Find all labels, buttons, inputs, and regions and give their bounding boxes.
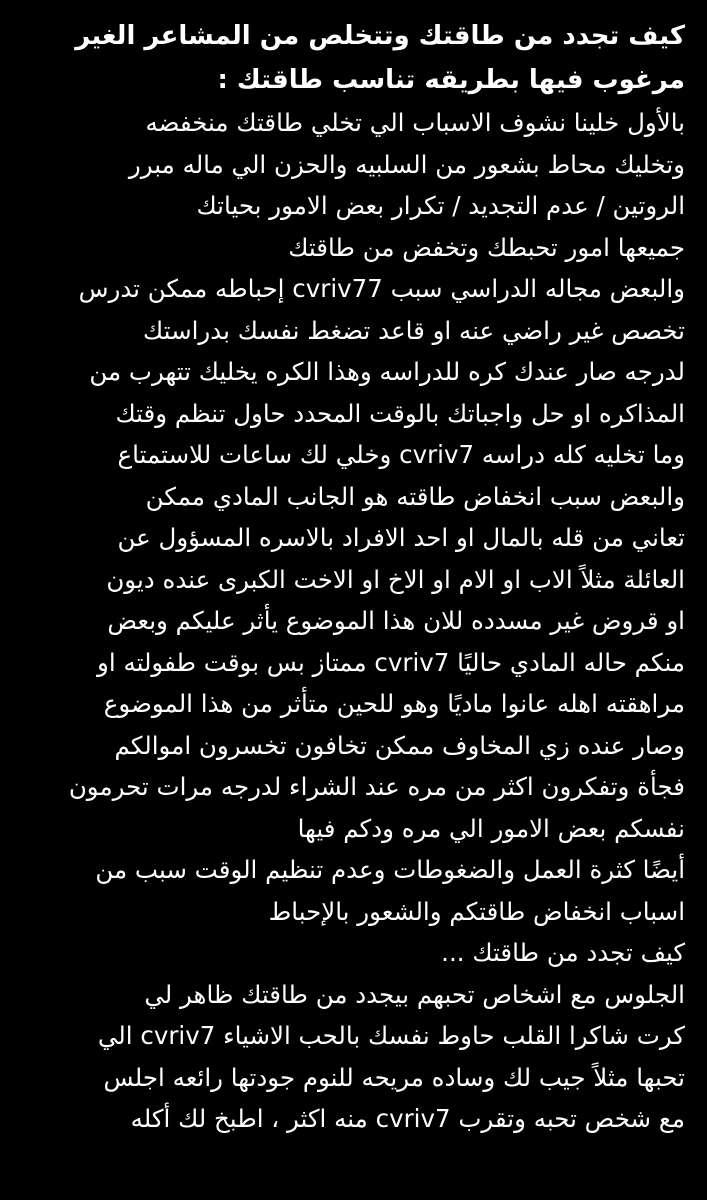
body-line: نفسكم بعض الامور الي مره ودكم فيها — [297, 813, 685, 843]
body-line: تعاني من قله بالمال او احد الافراد بالاسره المسؤول عن — [117, 523, 685, 552]
body-line: تحبها مثلاً جيب لك وساده مريحه للنوم جودتها رائعه اجلس — [103, 1062, 685, 1092]
document-body — [10, 102, 685, 1140]
body-line: وتخليك محاط بشعور من السلبيه والحزن الي ماله مبرر — [128, 149, 685, 179]
body-line: مع شخص تحبه وتقرب cvriv7 منه اكثر ، اطبخ لك أكله — [130, 1104, 685, 1133]
title-line: كيف تجدد من طاقتك وتتخلص من المشاعر الغير — [75, 21, 685, 51]
body-line: المذاكره او حل واجباتك بالوقت المحدد حاول تنظم وقتك — [115, 398, 685, 428]
body-line: كيف تجدد من طاقتك ... — [441, 938, 685, 967]
body-line: أيضًا كثرة العمل والضغوطات وعدم تنظيم الوقت سبب من — [95, 855, 685, 884]
body-line: اسباب انخفاض طاقتكم والشعور بالإحباط — [268, 896, 685, 926]
body-line: جميعها امور تحبطك وتخفض من طاقتك — [288, 232, 685, 262]
document-title — [10, 14, 685, 102]
title-line: مرغوب فيها بطريقه تناسب طاقتك : — [217, 65, 685, 95]
body-line: العائلة مثلاً الاب او الام او الاخ او الاخت الكبرى عنده ديون — [106, 564, 685, 594]
body-line: وصار عنده زي المخاوف ممكن تخافون تخسرون اموالكم — [114, 730, 685, 760]
body-line: والبعض سبب انخفاض طاقته هو الجانب المادي ممكن — [145, 481, 685, 511]
body-line: لدرجه صار عندك كره للدراسه وهذا الكره يخليك تتهرب من — [89, 357, 685, 386]
body-line: وما تخليه كله دراسه cvriv7 وخلي لك ساعات للاستمتاع — [117, 440, 685, 469]
body-line: منكم حاله المادي حاليًا cvriv7 ممتاز بس بوقت طفولته او — [97, 647, 685, 677]
body-line: الجلوس مع اشخاص تحبهم بيجدد من طاقتك ظاهر لي — [144, 979, 685, 1009]
body-line: تخصص غير راضي عنه او قاعد تضغط نفسك بدراستك — [143, 315, 685, 345]
body-line: كرت شاكرا القلب حاوط نفسك بالحب الاشياء cvriv7 الي — [97, 1021, 685, 1050]
body-line: بالأول خلينا نشوف الاسباب الي تخلي طاقتك منخفضه — [145, 108, 685, 137]
body-line: مراهقته اهله عانوا ماديًا وهو للحين متأثر من هذا الموضوع — [103, 689, 685, 718]
body-line: فجأة وتفكرون اكثر من مره عند الشراء لدرجه مرات تحرمون — [68, 772, 685, 801]
body-line: او قروض غير مسدده للان هذا الموضوع يأثر عليكم وبعض — [107, 606, 685, 635]
body-line: والبعض مجاله الدراسي سبب cvriv77 إحباطه ممكن تدرس — [78, 274, 685, 303]
body-line: الروتين / عدم التجديد / تكرار بعض الامور بحياتك — [196, 191, 685, 220]
